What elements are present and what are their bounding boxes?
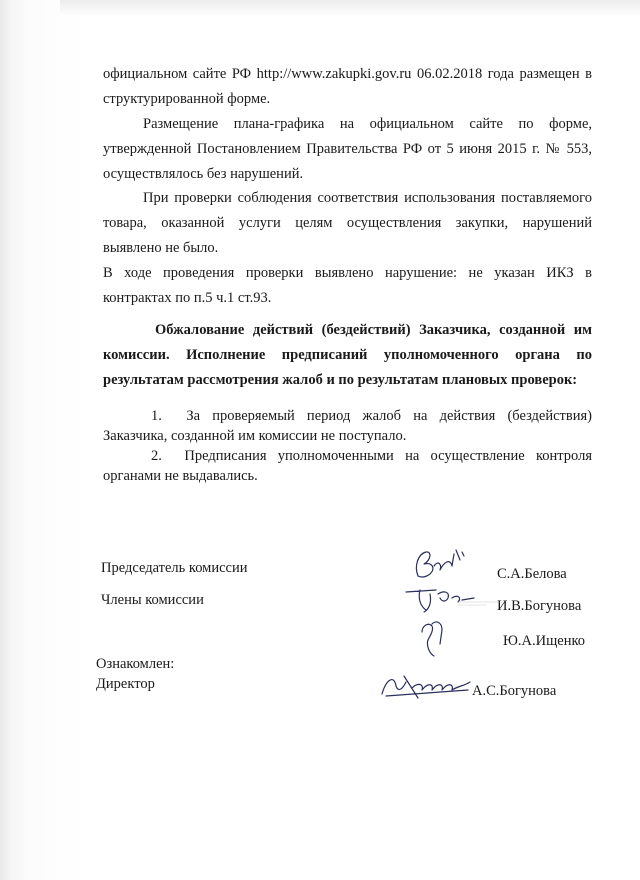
paragraph-line: В ходе проведения проверки выявлено нарушение: не указан ИКЗ в [103, 265, 592, 281]
paragraph-line: утвержденной Постановлением Правительства РФ от 5 июня 2015 г. № 553, [103, 141, 592, 157]
director-label: Директор [96, 676, 155, 692]
list-item [103, 446, 592, 486]
members-label: Члены комиссии [101, 592, 204, 608]
paragraph-line: При проверки соблюдения соответствия использования поставляемого [143, 190, 592, 206]
chairman-label: Председатель комиссии [101, 560, 248, 576]
acknowledged-label: Ознакомлен: [96, 656, 175, 672]
numbered-list [103, 406, 592, 486]
paragraph-goods-compliance [103, 186, 592, 261]
list-item-number: 1. [151, 408, 162, 424]
member2-name: Ю.А.Ищенко [503, 633, 586, 649]
director-name: А.С.Богунова [472, 683, 557, 699]
list-item [103, 406, 592, 446]
list-item-line [103, 446, 592, 466]
paragraph-plan-schedule [103, 112, 592, 187]
list-item-line [103, 406, 592, 426]
list-item-line: органами не выдавались. [103, 468, 258, 484]
section-heading [103, 318, 592, 393]
paragraph-line: выявлено не было. [103, 240, 219, 256]
member2-signature-mark [414, 614, 454, 660]
member1-name: И.В.Богунова [497, 598, 582, 614]
paragraph-line: Размещение плана-графика на официальном сайте по форме, [143, 116, 592, 132]
list-item-line: Заказчика, созданной им комиссии не поступало. [103, 428, 407, 444]
paragraph-violation [103, 261, 592, 311]
list-item-text: Предписания уполномоченными на осуществление контроля [184, 448, 592, 464]
offset-print-mark [456, 594, 500, 608]
scan-shadow-left [0, 0, 88, 880]
scan-shadow-top [60, 0, 640, 16]
heading-line: результатам рассмотрения жалоб и по результатам плановых проверок: [103, 372, 578, 388]
paragraph-website-publication [103, 62, 592, 112]
chairman-name: С.А.Белова [497, 566, 567, 582]
paragraph-line: структурированной форме. [103, 91, 271, 107]
list-item-text: За проверяемый период жалоб на действия (бездействия) [186, 408, 592, 424]
paragraph-line: официальном сайте РФ http://www.zakupki.gov.ru 06.02.2018 года размещен в [103, 66, 592, 82]
paragraph-line: осуществлялось без нарушений. [103, 166, 304, 182]
director-signature-mark [378, 668, 474, 704]
heading-line: комиссии. Исполнение предписаний уполномоченного органа по [103, 347, 592, 363]
paragraph-line: товара, оказанной услуги целям осуществления закупки, нарушений [103, 215, 592, 231]
heading-line: Обжалование действий (бездействий) Заказчика, созданной им [155, 322, 592, 338]
paragraph-line: контрактах по п.5 ч.1 ст.93. [103, 290, 272, 306]
list-item-number: 2. [151, 448, 162, 464]
